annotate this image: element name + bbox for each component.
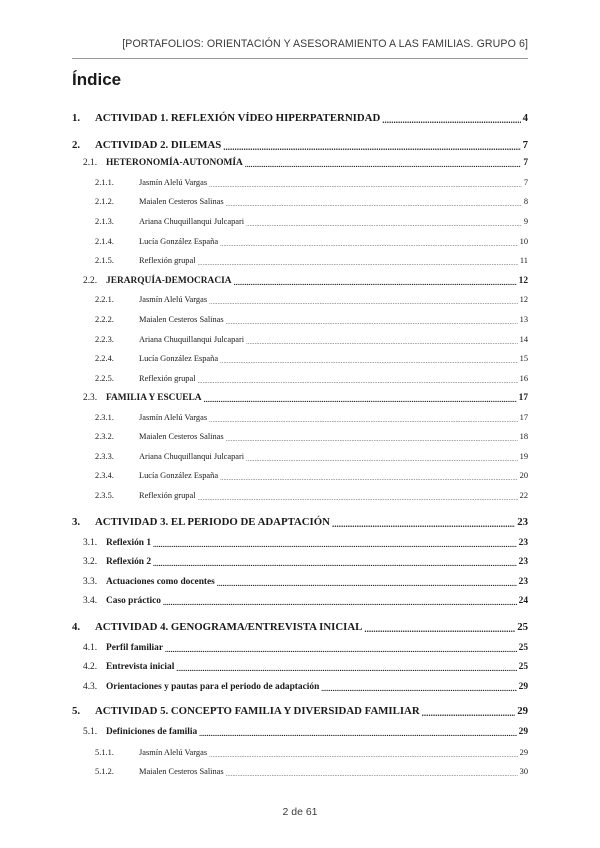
toc-entry-page: 19 (519, 452, 528, 461)
toc-dot-leader (246, 219, 522, 227)
toc-dot-leader (226, 434, 518, 442)
toc-entry-page: 23 (518, 577, 528, 587)
toc-dot-leader (209, 750, 518, 758)
toc-dot-leader (209, 297, 518, 305)
toc-entry[interactable] (72, 643, 528, 653)
toc-entry-page: 7 (522, 139, 528, 151)
toc-entry[interactable] (72, 662, 528, 672)
toc-dot-leader (223, 141, 520, 152)
toc-entry-page: 7 (523, 158, 528, 168)
toc-entry[interactable] (72, 538, 528, 548)
toc-entry-title: Reflexión grupal (139, 256, 196, 265)
toc-dot-leader (198, 493, 518, 501)
toc-entry-number: 2.2.2. (95, 315, 114, 324)
toc-entry-page: 9 (523, 217, 528, 226)
toc-entry[interactable] (72, 256, 528, 265)
toc-entry-title: Lucía González España (139, 237, 219, 246)
toc-entry-title: JERARQUÍA-DEMOCRACIA (106, 276, 232, 286)
toc-entry-title: Maialen Cesteros Salinas (139, 197, 224, 206)
toc-entry-number: 2.1.1. (95, 178, 114, 187)
toc-dot-leader (153, 559, 517, 568)
toc-entry-page: 25 (518, 662, 528, 672)
toc-dot-leader (321, 684, 516, 693)
toc-dot-leader (422, 707, 516, 718)
toc-entry-title: Entrevista inicial (106, 662, 175, 672)
toc-entry-title: Maialen Cesteros Salinas (139, 767, 224, 776)
toc-entry-number: 2.3.5. (95, 491, 114, 500)
toc-entry[interactable] (72, 621, 528, 633)
toc-entry-number: 4.3. (83, 682, 98, 692)
toc-entry-page: 20 (519, 471, 528, 480)
toc-dot-leader (204, 395, 517, 404)
toc-entry[interactable] (72, 315, 528, 324)
toc-entry-number: 2.1.4. (95, 237, 114, 246)
toc-entry[interactable] (72, 682, 528, 692)
toc-entry-number: 4.1. (83, 643, 98, 653)
toc-dot-leader (220, 239, 518, 247)
toc-entry-number: 2.3.3. (95, 452, 114, 461)
toc-entry-page: 8 (523, 197, 528, 206)
toc-entry-number: 2.2.4. (95, 354, 114, 363)
toc-dot-leader (364, 623, 515, 634)
toc-entry-title: Caso práctico (106, 596, 161, 606)
toc-entry-title: Jasmín Alelú Vargas (139, 748, 208, 757)
toc-entry[interactable] (72, 354, 528, 363)
toc-entry-page: 11 (519, 256, 528, 265)
toc-entry-number: 2.1.3. (95, 217, 114, 226)
toc-dot-leader (163, 598, 517, 607)
toc-entry-number: 3.2. (83, 557, 98, 567)
toc-entry[interactable] (72, 237, 528, 246)
toc-dot-leader (153, 540, 517, 549)
toc-entry[interactable] (72, 727, 528, 737)
toc-entry-page: 30 (519, 767, 528, 776)
toc-entry-number: 5.1.1. (95, 748, 114, 757)
toc-dot-leader (226, 317, 518, 325)
toc-entry-page: 25 (517, 621, 528, 633)
toc-entry-title: Ariana Chuquillanqui Julcapari (139, 335, 245, 344)
toc-entry-page: 4 (522, 112, 528, 124)
toc-entry[interactable] (72, 767, 528, 776)
toc-entry-page: 12 (518, 276, 528, 286)
toc-entry[interactable] (72, 748, 528, 757)
toc-entry[interactable] (72, 217, 528, 226)
toc-entry-number: 2. (72, 139, 81, 151)
toc-dot-leader (245, 160, 522, 169)
toc-dot-leader (226, 199, 522, 207)
toc-entry-number: 2.3. (83, 393, 98, 403)
toc-entry-number: 2.3.2. (95, 432, 114, 441)
toc-entry-number: 2.1.2. (95, 197, 114, 206)
toc-entry-title: ACTIVIDAD 2. DILEMAS (95, 139, 222, 151)
toc-dot-leader (332, 518, 515, 529)
toc-entry-page: 29 (517, 705, 528, 717)
toc-entry-page: 12 (519, 295, 528, 304)
toc-entry-number: 2.2. (83, 276, 98, 286)
toc-entry-page: 15 (519, 354, 528, 363)
toc-dot-leader (198, 258, 518, 266)
toc-entry-title: Reflexión grupal (139, 491, 196, 500)
toc-dot-leader (246, 454, 517, 462)
toc-entry-number: 3.4. (83, 596, 98, 606)
toc-entry-number: 2.2.5. (95, 374, 114, 383)
toc-entry-number: 3.1. (83, 538, 98, 548)
toc-dot-leader (209, 180, 522, 188)
toc-entry-number: 4. (72, 621, 81, 633)
toc-entry-title: Perfil familiar (106, 643, 164, 653)
toc-entry-title: Lucía González España (139, 471, 219, 480)
toc-entry[interactable] (72, 705, 528, 717)
toc-entry-title: Reflexión 1 (106, 538, 152, 548)
toc-entry-number: 2.3.4. (95, 471, 114, 480)
toc-entry-page: 29 (519, 748, 528, 757)
toc-entry-number: 5. (72, 705, 81, 717)
toc-entry-page: 10 (519, 237, 528, 246)
running-header: [PORTAFOLIOS: ORIENTACIÓN Y ASESORAMIENTO A LAS FAMILIAS. GRUPO 6] (122, 38, 528, 50)
toc-dot-leader (246, 337, 517, 345)
toc-entry-title: Reflexión 2 (106, 557, 152, 567)
toc-entry-number: 4.2. (83, 662, 98, 672)
toc-entry-title: Reflexión grupal (139, 374, 196, 383)
toc-entry[interactable] (72, 413, 528, 422)
toc-dot-leader (220, 356, 518, 364)
toc-entry-title: Maialen Cesteros Salinas (139, 315, 224, 324)
toc-dot-leader (217, 579, 517, 588)
toc-entry-page: 23 (518, 557, 528, 567)
toc-dot-leader (176, 664, 516, 673)
toc-entry-page: 17 (519, 413, 528, 422)
page-title: Índice (72, 70, 122, 89)
toc-entry-title: Actuaciones como docentes (106, 577, 215, 587)
toc-entry[interactable] (72, 178, 528, 187)
toc-entry[interactable] (72, 335, 528, 344)
toc-entry[interactable] (72, 516, 528, 528)
toc-dot-leader (234, 278, 517, 287)
toc-entry[interactable] (72, 374, 528, 383)
toc-entry[interactable] (72, 295, 528, 304)
toc-entry-page: 18 (519, 432, 528, 441)
toc-entry-title: Definiciones de familia (106, 727, 198, 737)
toc-dot-leader (165, 645, 517, 654)
toc-entry[interactable] (72, 112, 528, 124)
toc-entry[interactable] (72, 577, 528, 587)
toc-entry-number: 2.2.3. (95, 335, 114, 344)
toc-entry-page: 7 (523, 178, 528, 187)
toc-dot-leader (220, 473, 518, 481)
toc-entry-number: 1. (72, 112, 81, 124)
toc-entry[interactable] (72, 393, 528, 403)
toc-entry-page: 29 (518, 727, 528, 737)
page-footer: 2 de 61 (282, 806, 318, 818)
toc-entry-title: Jasmín Alelú Vargas (139, 178, 208, 187)
toc-entry-title: ACTIVIDAD 5. CONCEPTO FAMILIA Y DIVERSIDAD FAMILIAR (95, 705, 420, 717)
toc-entry-title: ACTIVIDAD 3. EL PERIODO DE ADAPTACIÓN (95, 516, 330, 528)
toc-entry-page: 23 (518, 538, 528, 548)
toc-entry[interactable] (72, 139, 528, 151)
toc-dot-leader (382, 114, 520, 125)
toc-entry-page: 17 (518, 393, 528, 403)
toc-entry[interactable] (72, 557, 528, 567)
toc-entry[interactable] (72, 432, 528, 441)
toc-entry-page: 25 (518, 643, 528, 653)
toc-entry-page: 23 (517, 516, 528, 528)
toc-entry-number: 2.1. (83, 158, 98, 168)
toc-entry-number: 5.1. (83, 727, 98, 737)
toc-entry[interactable] (72, 276, 528, 286)
toc-entry[interactable] (72, 596, 528, 606)
toc-entry-number: 3.3. (83, 577, 98, 587)
toc-entry-number: 2.1.5. (95, 256, 114, 265)
toc-entry-page: 13 (519, 315, 528, 324)
toc-entry-title: ACTIVIDAD 1. REFLEXIÓN VÍDEO HIPERPATERNIDAD (95, 112, 381, 124)
toc-entry-page: 16 (519, 374, 528, 383)
toc-entry[interactable] (72, 452, 528, 461)
toc-entry-title: Jasmín Alelú Vargas (139, 295, 208, 304)
toc-entry-title: Ariana Chuquillanqui Julcapari (139, 452, 245, 461)
toc-dot-leader (199, 729, 516, 738)
toc-entry[interactable] (72, 158, 528, 168)
toc-dot-leader (198, 376, 518, 384)
toc-entry-title: Orientaciones y pautas para el periodo de adaptación (106, 682, 320, 692)
toc-entry-title: Lucía González España (139, 354, 219, 363)
toc-entry-title: Ariana Chuquillanqui Julcapari (139, 217, 245, 226)
toc-entry-number: 2.2.1. (95, 295, 114, 304)
toc-entry-number: 2.3.1. (95, 413, 114, 422)
toc-entry[interactable] (72, 491, 528, 500)
toc-entry-number: 3. (72, 516, 81, 528)
toc-entry-number: 5.1.2. (95, 767, 114, 776)
header-rule (72, 58, 528, 59)
toc-entry-title: Maialen Cesteros Salinas (139, 432, 224, 441)
toc-entry-title: FAMILIA Y ESCUELA (106, 393, 202, 403)
toc-entry-page: 29 (518, 682, 528, 692)
toc-dot-leader (226, 769, 518, 777)
toc-entry[interactable] (72, 197, 528, 206)
toc-dot-leader (209, 415, 518, 423)
toc-entry[interactable] (72, 471, 528, 480)
toc-entry-title: HETERONOMÍA-AUTONOMÍA (106, 158, 243, 168)
toc-entry-page: 14 (519, 335, 528, 344)
toc-entry-title: ACTIVIDAD 4. GENOGRAMA/ENTREVISTA INICIAL (95, 621, 363, 633)
toc-entry-title: Jasmín Alelú Vargas (139, 413, 208, 422)
toc-entry-page: 24 (518, 596, 528, 606)
toc-entry-page: 22 (519, 491, 528, 500)
